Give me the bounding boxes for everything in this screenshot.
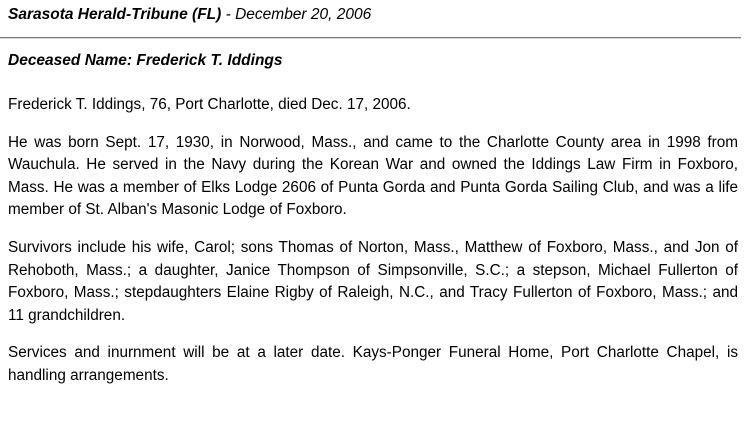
publication-name: Sarasota Herald-Tribune (FL) (8, 6, 222, 23)
obituary-paragraph: Services and inurnment will be at a later date. Kays-Ponger Funeral Home, Port Charlotte Chapel, is handling arrangements. (8, 344, 738, 384)
obituary-paragraph: Survivors include his wife, Carol; sons Thomas of Norton, Mass., Matthew of Foxboro, Mass., and Jon of Rehoboth, Mass.; a daughter, Janice Thompson of Simpsonville, S.C.; a stepson, Michael Fullerton of Foxboro, Mass.; stepdaughters Elaine Rigby of Raleigh, N.C., and Tracy Fullerton of Foxboro, Mass.; and 11 grandchildren. (8, 238, 738, 324)
header-divider (0, 37, 741, 39)
deceased-name: Deceased Name: Frederick T. Iddings (8, 52, 283, 69)
obituary-paragraph: Frederick T. Iddings, 76, Port Charlotte, died Dec. 17, 2006. (8, 96, 411, 113)
obituary-paragraph: He was born Sept. 17, 1930, in Norwood, Mass., and came to the Charlotte County area in 1998 from Wauchula. He served in the Navy during the Korean War and owned the Iddings Law Firm in Foxboro, Mass. He was a member of Elks Lodge 2606 of Punta Gorda and Punta Gorda Sailing Club, and was a life member of St. Alban's Masonic Lodge of Foxboro. (8, 133, 738, 219)
article-header (8, 6, 371, 24)
publication-date: December 20, 2006 (235, 6, 372, 23)
header-separator: - (221, 6, 236, 23)
obituary-body (8, 94, 738, 403)
